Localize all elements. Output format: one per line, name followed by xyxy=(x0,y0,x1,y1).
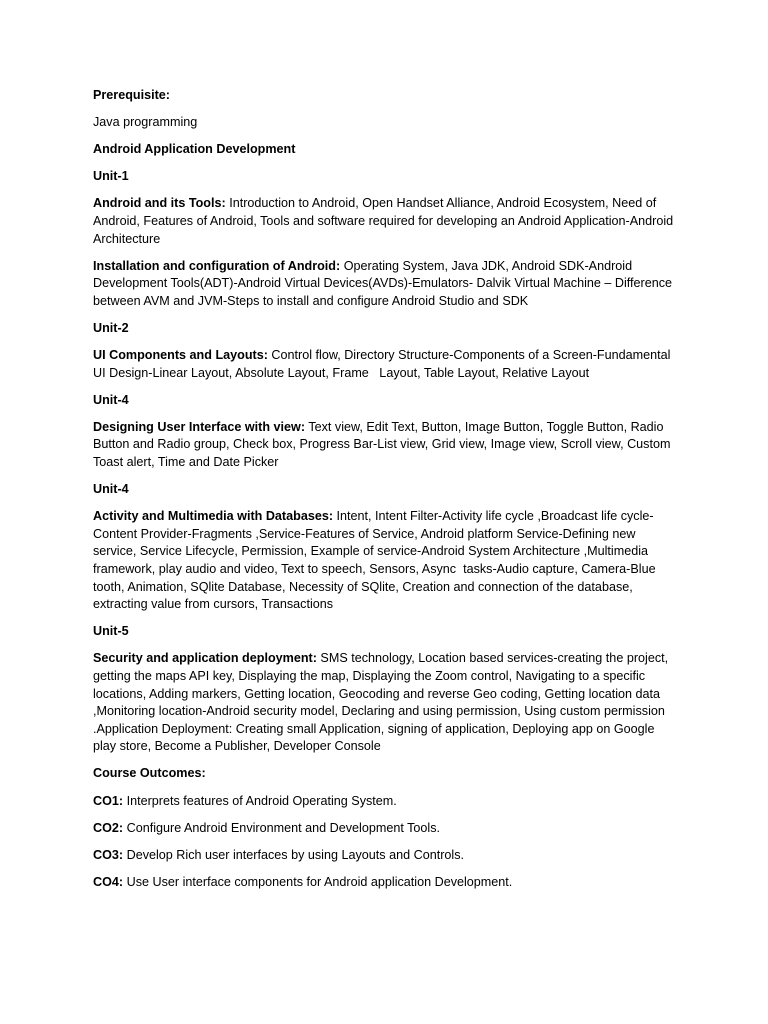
course-outcome xyxy=(93,793,681,811)
unit-heading: Unit-5 xyxy=(93,624,129,639)
topic-title: Installation and configuration of Android: xyxy=(93,258,341,273)
unit-heading: Unit-2 xyxy=(93,320,129,335)
unit-topic xyxy=(93,258,681,311)
course-outcomes-heading: Course Outcomes: xyxy=(93,766,206,781)
topic-text: Intent, Intent Filter-Activity life cycle ,Broadcast life cycle-Content Provider-Fragments ,Service-Features of Service, Android platform Service-Defining new service, Service Lifecycle, Permission, Example of service-Android System Architecture ,Multimedia framework, play audio and video, Text to speech, Sensors, Async tasks-Audio capture, Camera-Blue tooth, Animation, SQlite Database, Necessity of SQlite, Creation and connection of the database, extracting value from cursors, Transactions xyxy=(93,509,656,612)
topic-text: Text view, Edit Text, Button, Image Button, Toggle Button, Radio Button and Radio group, Check box, Progress Bar-List view, Grid view, Image view, Scroll view, Custom Toast alert, Time and Date Picker xyxy=(93,419,671,469)
outcome-text: Interprets features of Android Operating System. xyxy=(123,793,397,808)
unit-heading: Unit-1 xyxy=(93,169,129,184)
syllabus-document xyxy=(93,87,681,901)
prerequisite-heading: Prerequisite: xyxy=(93,88,170,102)
topic-title: Designing User Interface with view: xyxy=(93,419,306,434)
outcome-text: Develop Rich user interfaces by using Layouts and Controls. xyxy=(123,847,465,862)
unit-topic xyxy=(93,195,681,248)
unit-topic xyxy=(93,419,681,472)
course-outcome xyxy=(93,847,681,865)
prerequisite-text: Java programming xyxy=(93,115,198,130)
topic-title: UI Components and Layouts: xyxy=(93,348,268,363)
outcome-code: CO3: xyxy=(93,847,124,862)
unit-topic xyxy=(93,347,681,382)
course-outcome xyxy=(93,874,681,892)
topic-text: Control flow, Directory Structure-Components of a Screen-Fundamental UI Design-Linear Layout, Absolute Layout, Frame Layout, Table Layout, Relative Layout xyxy=(93,348,671,380)
topic-title: Android and its Tools: xyxy=(93,196,226,211)
unit-topic xyxy=(93,508,681,614)
course-outcome xyxy=(93,820,681,838)
topic-title: Security and application deployment: xyxy=(93,651,317,666)
unit-heading: Unit-4 xyxy=(93,482,129,497)
outcome-text: Use User interface components for Android application Development. xyxy=(123,874,513,889)
outcome-text: Configure Android Environment and Development Tools. xyxy=(123,820,440,835)
unit-heading: Unit-4 xyxy=(93,392,129,407)
unit-topic xyxy=(93,650,681,756)
topic-text: Introduction to Android, Open Handset Alliance, Android Ecosystem, Need of Android, Features of Android, Tools and software required for developing an Android Application-Android Architecture xyxy=(93,196,674,246)
topic-text: Operating System, Java JDK, Android SDK-Android Development Tools(ADT)-Android Virtual Devices(AVDs)-Emulators- Dalvik Virtual Machine – Difference between AVM and JVM-Steps to install and configure Android Studio and SDK xyxy=(93,258,673,308)
outcome-code: CO4: xyxy=(93,874,124,889)
topic-title: Activity and Multimedia with Databases: xyxy=(93,509,334,524)
course-title: Android Application Development xyxy=(93,142,296,157)
topic-text: SMS technology, Location based services-creating the project, getting the maps API key, Displaying the map, Displaying the Zoom control, Navigating to a specific locations, Adding markers, Getting location, Geocoding and reverse Geo coding, Getting location data ,Monitoring location-Android security model, Declaring and using permission, Using custom permission .Application Deployment: Creating small Application, signing of application, Deploying app on Google play store, Become a Publisher, Developer Console xyxy=(93,651,669,754)
outcome-code: CO1: xyxy=(93,793,124,808)
outcome-code: CO2: xyxy=(93,820,124,835)
